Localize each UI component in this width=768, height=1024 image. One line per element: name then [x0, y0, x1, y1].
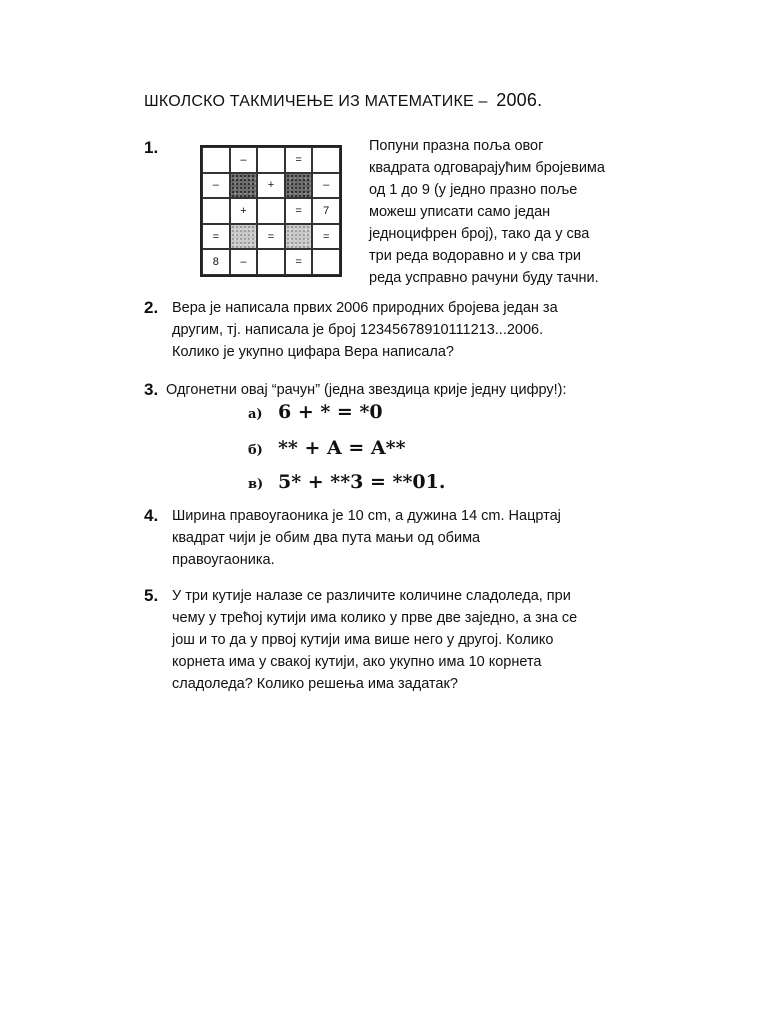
- problem-2-text: [172, 297, 558, 363]
- text-line: сладоледа? Колико решења има задатак?: [172, 676, 458, 692]
- text-line: реда усправно рачуни буду тачни.: [369, 270, 599, 286]
- title-year: 2006.: [496, 90, 543, 110]
- text-line: другим, тј. написала је број 12345678910111213...2006.: [172, 322, 544, 338]
- text-line: једноцифрен број), тако да у сва: [369, 226, 590, 242]
- text-line: од 1 до 9 (у једно празно поље: [369, 182, 578, 198]
- grid-cell: +: [257, 173, 285, 199]
- equation-b: [248, 437, 406, 459]
- equation-c: [248, 471, 445, 493]
- equation-a: [248, 401, 383, 423]
- grid-cell: =: [285, 147, 313, 173]
- grid-cell: =: [285, 198, 313, 224]
- grid-cell: =: [312, 224, 340, 250]
- text-line: још и то да у првој кутији има више него у другој. Колико: [172, 632, 554, 648]
- page-title: [144, 90, 542, 111]
- grid-cell[interactable]: [312, 147, 340, 173]
- grid-cell: =: [285, 249, 313, 275]
- grid-cell[interactable]: [202, 147, 230, 173]
- problem-2-number: 2.: [144, 298, 159, 317]
- equation-expression: 6 + * = *0: [278, 401, 383, 423]
- grid-cell: 7: [312, 198, 340, 224]
- text-line: Попуни празна поља овог: [369, 138, 544, 154]
- number-grid-puzzle: [200, 145, 342, 277]
- grid-cell: –: [230, 147, 258, 173]
- text-line: Одгонетни овај “рачун” (једна звездица крије једну цифру!):: [166, 382, 567, 398]
- text-line: Ширина правоугаоника је 10 cm, а дужина 14 cm. Нацртај: [172, 508, 561, 524]
- problem-1-text: [369, 135, 605, 289]
- grid-cell: =: [202, 224, 230, 250]
- grid-cell-shaded: [230, 224, 258, 250]
- equation-expression: 5* + **3 = **01.: [278, 471, 446, 493]
- grid-cell[interactable]: [257, 249, 285, 275]
- text-line: правоугаоника.: [172, 552, 275, 568]
- title-text: ШКОЛСКО ТАКМИЧЕЊЕ ИЗ МАТЕМАТИКЕ –: [144, 93, 488, 110]
- text-line: можеш уписати само један: [369, 204, 551, 220]
- grid-cell: –: [202, 173, 230, 199]
- text-line: квадрат чији је обим два пута мањи од обима: [172, 530, 481, 546]
- equation-expression: ** + A = A**: [278, 437, 406, 459]
- equation-label: в): [248, 477, 264, 492]
- grid-cell[interactable]: [257, 198, 285, 224]
- problem-4-number: 4.: [144, 506, 159, 525]
- grid-cell: 8: [202, 249, 230, 275]
- text-line: У три кутије налазе се различите количине сладоледа, при: [172, 588, 571, 604]
- grid-cell[interactable]: [257, 147, 285, 173]
- text-line: Колико је укупно цифара Вера написала?: [172, 344, 454, 360]
- problem-3-text: [166, 379, 567, 401]
- equation-label: а): [248, 407, 263, 422]
- grid-cell: –: [230, 249, 258, 275]
- grid-cell: –: [312, 173, 340, 199]
- text-line: квадрата одговарајућим бројевима: [369, 160, 605, 176]
- grid-cell-shaded: [285, 173, 313, 199]
- grid-cell[interactable]: [312, 249, 340, 275]
- text-line: чему у трећој кутији има колико у прве две заједно, а зна се: [172, 610, 578, 626]
- grid-cell-shaded: [230, 173, 258, 199]
- text-line: три реда водоравно и у сва три: [369, 248, 582, 264]
- text-line: Вера је написала првих 2006 природних бројева један за: [172, 300, 558, 316]
- text-line: корнета има у свакој кутији, ако укупно има 10 корнета: [172, 654, 542, 670]
- problem-4-text: [172, 505, 561, 571]
- problem-5-number: 5.: [144, 586, 159, 605]
- grid-cell: +: [230, 198, 258, 224]
- grid-cell[interactable]: [202, 198, 230, 224]
- problem-5-text: [172, 585, 577, 695]
- problem-1-number: 1.: [144, 138, 159, 157]
- grid-cell-shaded: [285, 224, 313, 250]
- problem-3-number: 3.: [144, 380, 159, 399]
- grid-cell: =: [257, 224, 285, 250]
- equation-label: б): [248, 443, 263, 458]
